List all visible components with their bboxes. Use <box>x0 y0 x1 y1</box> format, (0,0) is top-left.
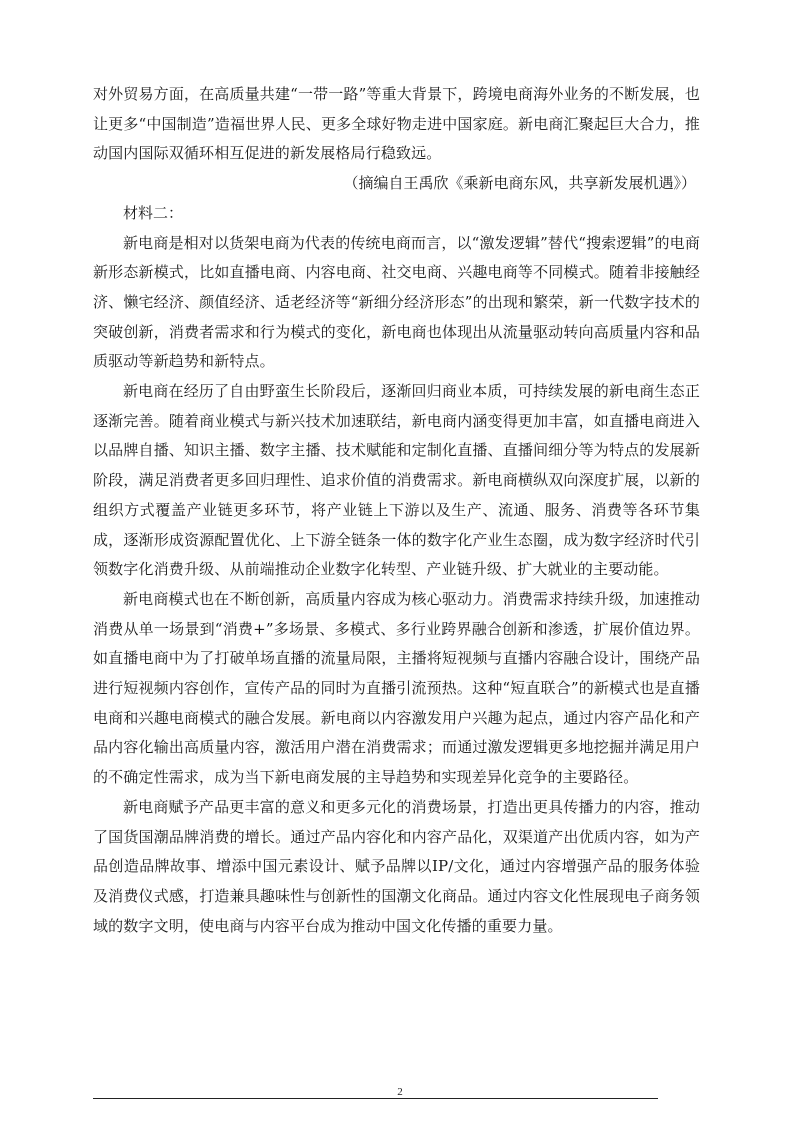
material-paragraph-4: 新电商赋予产品更丰富的意义和更多元化的消费场景，打造出更具传播力的内容，推动了国货国潮品牌消费的增长。通过产品内容化和内容产品化，双渠道产出优质内容，如为产品创造品牌故事、增添中国元素设计、赋予品牌以IP/文化，通过内容增强产品的服务体验及消费仪式感，打造兼具趣味性与创新性的国潮文化商品。通过内容文化性展现电子商务领域的数字文明，使电商与内容平台成为推动中国文化传播的重要力量。 <box>93 797 700 935</box>
material-heading: 材料二： <box>123 203 184 222</box>
document-body <box>93 80 700 941</box>
material-paragraph-1: 新电商是相对以货架电商为代表的传统电商而言，以“激发逻辑”替代“搜索逻辑”的电商新形态新模式，比如直播电商、内容电商、社交电商、兴趣电商等不同模式。随着非接触经济、懒宅经济、颜值经济、适老经济等“新细分经济形态”的出现和繁荣，新一代数字技术的突破创新，消费者需求和行为模式的变化，新电商也体现出从流量驱动转向高质量内容和品质驱动等新趋势和新特点。 <box>93 233 700 371</box>
material-paragraph-2: 新电商在经历了自由野蛮生长阶段后，逐渐回归商业本质，可持续发展的新电商生态正逐渐完善。随着商业模式与新兴技术加速联结，新电商内涵变得更加丰富，如直播电商进入以品牌自播、知识主播、数字主播、技术赋能和定制化直播、直播间细分等为特点的发展新阶段，满足消费者更多回归理性、追求价值的消费需求。新电商横纵双向深度扩展，以新的组织方式覆盖产业链更多环节，将产业链上下游以及生产、流通、服务、消费等各环节集成，逐渐形成资源配置优化、上下游全链条一体的数字化产业生态圈，成为数字经济时代引领数字化消费升级、从前端推动企业数字化转型、产业链升级、扩大就业的主要动能。 <box>93 382 700 579</box>
paragraph-continuation: 对外贸易方面，在高质量共建“一带一路”等重大背景下，跨境电商海外业务的不断发展，也让更多“中国制造”造福世界人民、更多全球好物走进中国家庭。新电商汇聚起巨大合力，推动国内国际双循环相互促进的新发展格局行稳致远。 <box>93 85 700 163</box>
source-citation: （摘编自王禹欣《乘新电商东风，共享新发展机遇》） <box>343 174 696 193</box>
material-paragraph-3: 新电商模式也在不断创新，高质量内容成为核心驱动力。消费需求持续升级，加速推动消费从单一场景到“消费+”多场景、多模式、多行业跨界融合创新和渗透，扩展价值边界。如直播电商中为了打破单场直播的流量局限，主播将短视频与直播内容融合设计，围绕产品进行短视频内容创作，宣传产品的同时为直播引流预热。这种“短直联合”的新模式也是直播电商和兴趣电商模式的融合发展。新电商以内容激发用户兴趣为起点，通过内容产品化和产品内容化输出高质量内容，激活用户潜在消费需求；而通过激发逻辑更多地挖掘并满足用户的不确定性需求，成为当下新电商发展的主导趋势和实现差异化竞争的主要路径。 <box>93 589 700 787</box>
footer-divider <box>93 1098 658 1099</box>
page-number: 2 <box>397 1086 403 1098</box>
